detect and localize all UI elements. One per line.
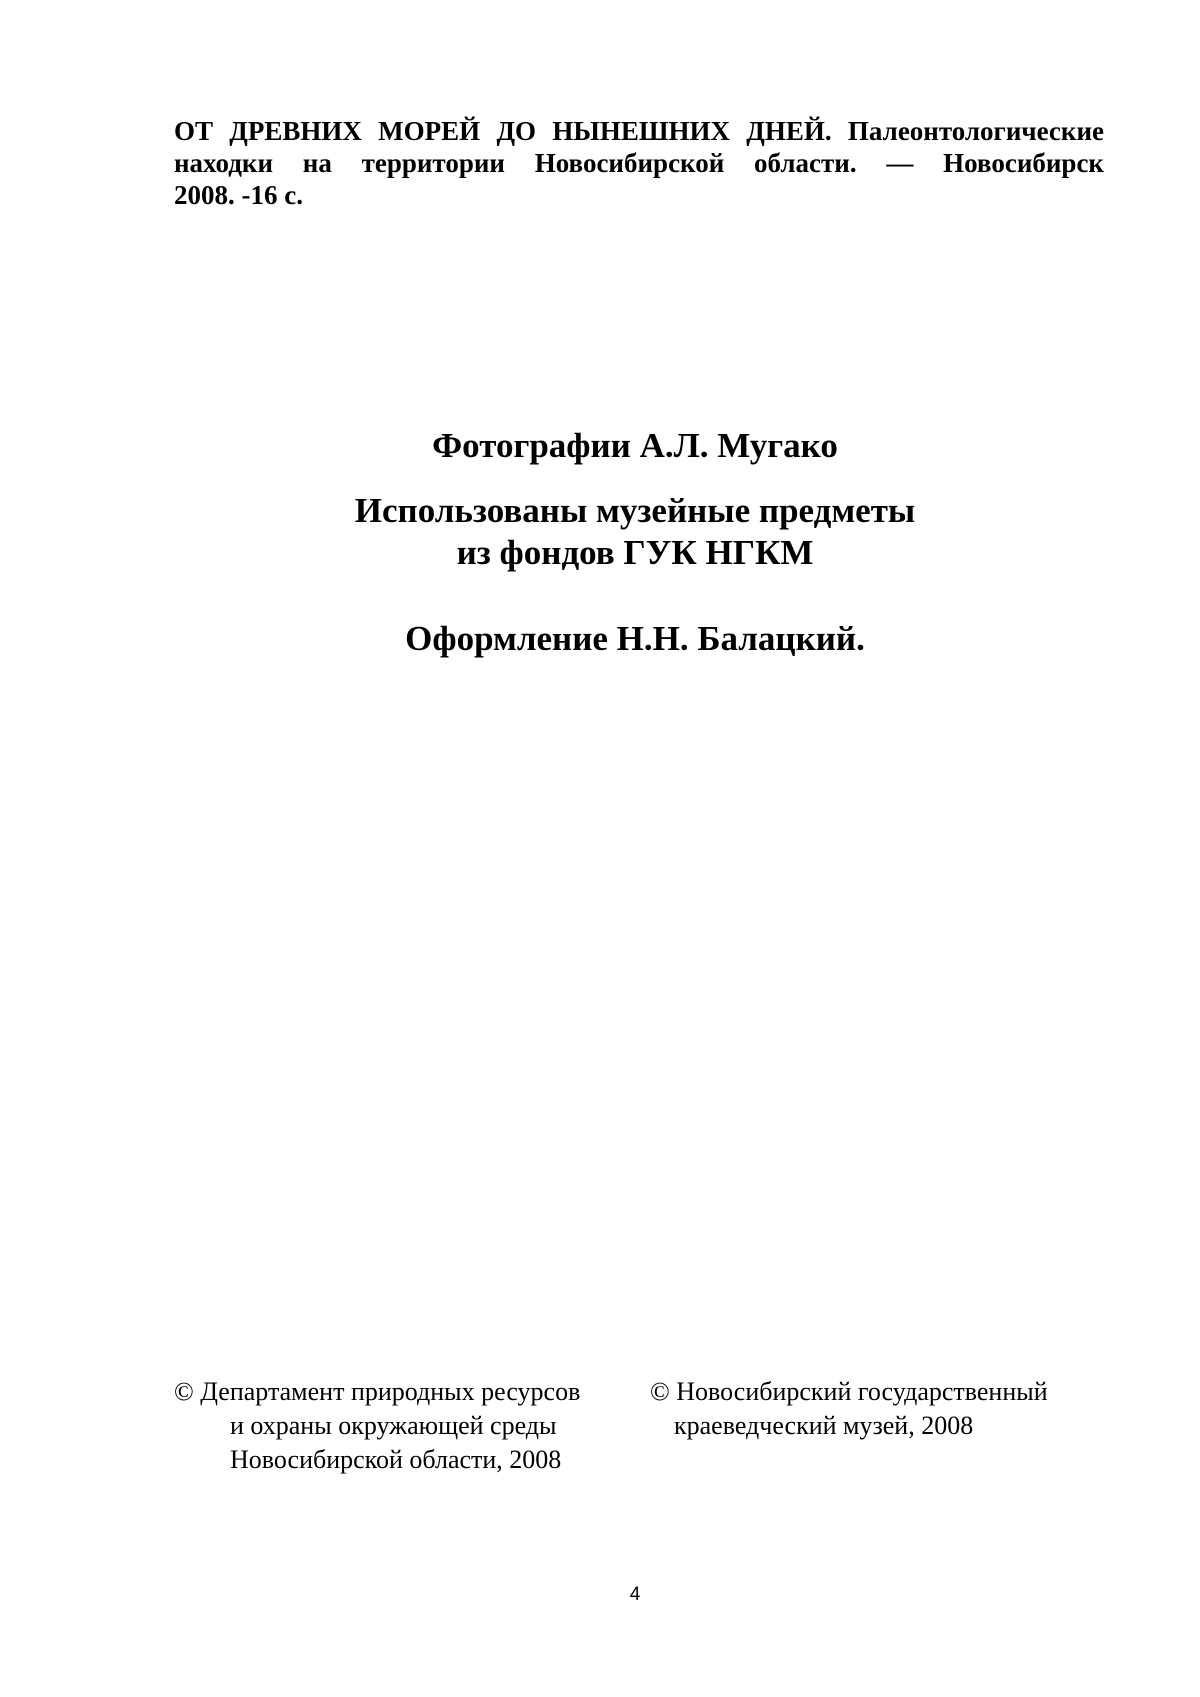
- design-credit: Оформление Н.Н. Балацкий.: [405, 619, 865, 658]
- bibliographic-reference: [174, 115, 1104, 211]
- page-number: 4: [629, 1584, 641, 1605]
- photo-credit: Фотографии А.Л. Мугако: [432, 426, 838, 465]
- copyright-museum: [650, 1375, 1120, 1443]
- copyright-line: и охраны окружающей среды: [230, 1411, 557, 1440]
- copyright-line: © Департамент природных ресурсов: [174, 1377, 581, 1406]
- copyright-department: [174, 1375, 624, 1477]
- copyright-line: © Новосибирский государственный: [650, 1377, 1048, 1406]
- copyright-line: краеведческий музей, 2008: [674, 1411, 974, 1440]
- bibliographic-line: находки на территории Новосибирской области. — Новосибирск: [174, 148, 1104, 178]
- credit-line: Использованы музейные предметы: [354, 491, 916, 530]
- copyright-line: Новосибирской области, 2008: [230, 1445, 562, 1474]
- bibliographic-line: ОТ ДРЕВНИХ МОРЕЙ ДО НЫНЕШНИХ ДНЕЙ. Палеонтологические: [174, 116, 1104, 146]
- credit-line: из фондов ГУК НГКМ: [456, 533, 814, 572]
- bibliographic-line: 2008. -16 с.: [174, 180, 303, 210]
- museum-items-credit: [0, 490, 1200, 574]
